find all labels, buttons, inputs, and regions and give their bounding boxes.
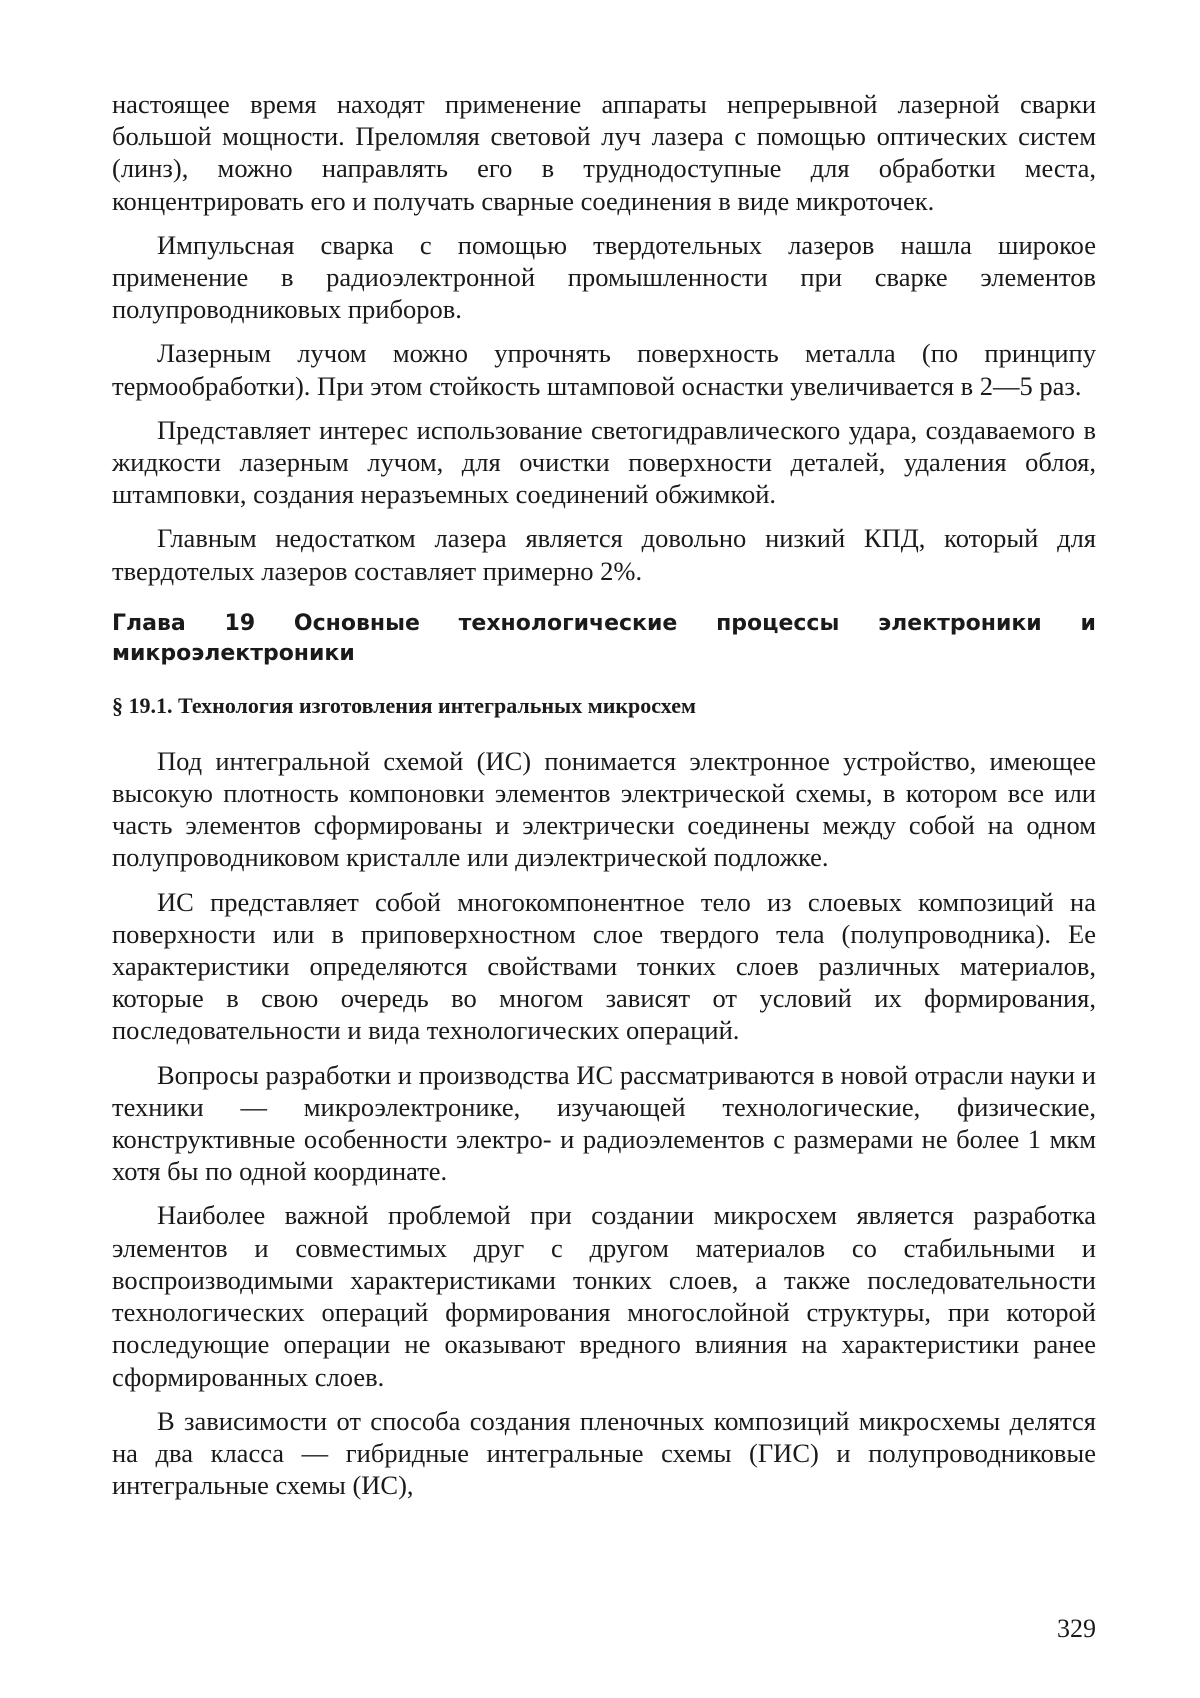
paragraph-ic-classes: В зависимости от способа создания пленочных композиций микросхемы делятся на два класса — гибридные интегральные схемы (ГИС) и полупроводниковые интегральные схемы (ИС), [112, 1405, 1096, 1501]
page-number: 329 [1057, 1614, 1096, 1643]
chapter-word: Основные [293, 610, 420, 636]
paragraph-ic-definition: Под интегральной схемой (ИС) понимается электронное устройство, имеющее высокую плотность компоновки элементов электрической схемы, в котором все или часть элементов сформированы и электрически соединены между собой на одном полупроводниковом кристалле или диэлектрической подложке. [112, 745, 1096, 873]
document-page [112, 88, 1096, 1513]
chapter-word: электроники [878, 610, 1042, 636]
chapter-word: 19 [224, 610, 256, 636]
paragraph-microelectronics: Вопросы разработки и производства ИС рассматриваются в новой отрасли науки и техники — микроэлектронике, изучающей технологические, физические, конструктивные особенности электро- и радиоэлементов с размерами не более 1 мкм хотя бы по одной координате. [112, 1059, 1096, 1187]
section-title: § 19.1. Технология изготовления интегральных микросхем [112, 692, 696, 718]
paragraph-lighthydraulic-shock: Представляет интерес использование светогидравлического удара, создаваемого в жидкости лазерным лучом, для очистки поверхности деталей, удаления облоя, штамповки, создания неразъемных соединений обжимкой. [112, 414, 1096, 510]
chapter-heading [112, 609, 1096, 669]
chapter-word: процессы [716, 610, 840, 636]
paragraph-main-problem: Наиболее важной проблемой при создании микросхем является разработка элементов и совместимых друг с другом материалов со стабильными и воспроизводимыми характеристиками тонких слоев, а также последовательности технологических операций формирования многослойной структуры, при которой последующие операции не оказывают вредного влияния на характеристики ранее сформированных слоев. [112, 1200, 1096, 1392]
chapter-word: Глава [112, 610, 186, 636]
paragraph-ic-structure: ИС представляет собой многокомпонентное тело из слоевых композиций на поверхности или в приповерхностном слое твердого тела (полупроводника). Ее характеристики определяются свойствами тонких слоев различных материалов, которые в свою очередь во многом зависят от условий их формирования, последовательности и вида технологических операций. [112, 886, 1096, 1046]
chapter-heading-line-2: микроэлектроники [112, 640, 355, 666]
paragraph-surface-hardening: Лазерным лучом можно упрочнять поверхность металла (по принципу термообработки). При этом стойкость штамповой оснастки увеличивается в 2—5 раз. [112, 338, 1096, 401]
paragraph-pulse-welding: Импульсная сварка с помощью твердотельных лазеров нашла широкое применение в радиоэлектронной промышленности при сварке элементов полупроводниковых приборов. [112, 229, 1096, 325]
paragraph-laser-efficiency: Главным недостатком лазера является довольно низкий КПД, который для твердотелых лазеров составляет примерно 2%. [112, 523, 1096, 586]
chapter-heading-line-1 [112, 609, 1096, 639]
chapter-word: технологические [458, 610, 678, 636]
chapter-word: и [1080, 610, 1096, 636]
paragraph-continuation: настоящее время находят применение аппараты непрерывной лазерной сварки большой мощности. Преломляя световой луч лазера с помощью оптических систем (линз), можно направлять его в труднодоступные для обработки места, концентрировать его и получать сварные соединения в виде микроточек. [112, 89, 1096, 216]
